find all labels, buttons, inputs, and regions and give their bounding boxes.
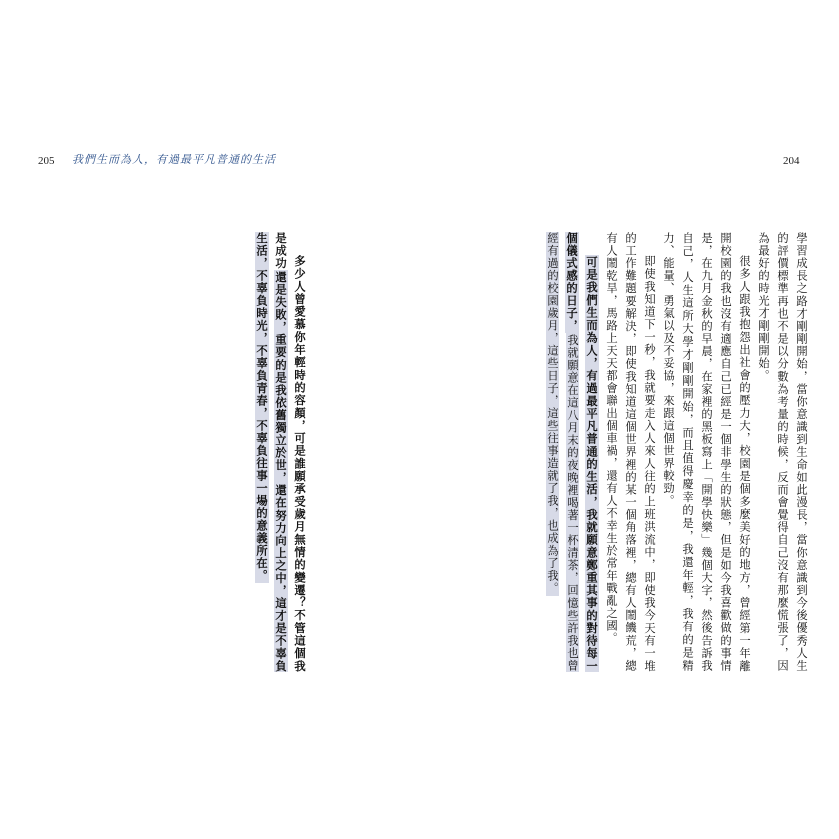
paragraph: 即使我知道下一秒，我就要走入人來人往的上班洪流中，即使我今天有一堆的工作難題要解決，即使我知道這個世界裡的某一個角落裡，總有人鬧饑荒，總有人鬧乾旱，馬路上天天都會聯出個車禍，還有人不幸生於常年戰亂之國。 xyxy=(605,232,656,672)
closing-highlight: 還是失敗，重要的是我依舊獨立於世，還在努力向上之中，這才是不辜負生活，不辜負時光，不辜負青春，不辜負往事一場的意義所在。 xyxy=(255,232,288,673)
closing-paragraph xyxy=(252,232,309,672)
left-page-number: 205 xyxy=(38,155,55,167)
highlighted-paragraph xyxy=(543,232,602,672)
paragraph: 學習成長之路才剛剛開始，當你意識到生命如此漫長，當你意識到今後優秀人生的評價標準再也不是以分數為考量的時候，反而會覺得自己沒有那麼慌張了，因為最好的時光才剛剛開始。 xyxy=(757,232,808,672)
right-page-body xyxy=(543,232,811,672)
running-head: 我們生而為人，有過最平凡普通的生活 xyxy=(72,153,276,166)
highlight-tail: 我就願意在這八月末的夜晚裡喝著一杯清茶，回憶些許我也曾經有過的校園歲月，這些日子，這些往事造就了我，也成為了我。 xyxy=(546,232,579,673)
highlight-lead: 可是我們生而為人，有過最平凡普通的生活，我就願意鄭重其事的對待每一個儀式感的日子， xyxy=(565,232,599,672)
left-page-body xyxy=(252,232,309,672)
closing-plain: 多少人曾愛慕你年輕時的容顏，可是誰願承受歲月無情的變遷？不管這個我是成功 xyxy=(274,232,307,672)
right-page-number: 204 xyxy=(783,155,800,167)
paragraph: 很多人跟我抱怨出社會的壓力大，校園是個多麼美好的地方，曾經第一年離開校園的我也沒有適應自己已經是一個非學生的狀態，但是如今我喜歡做的事情是，在九月金秋的早晨，在家裡的黑板寫上「開學快樂」幾個大字，然後告訴我自己，人生這所大學才剛剛開始，而且值得慶幸的是，我還年輕，我有的是精力、能量、勇氣以及不妥協，來跟這個世界較勁。 xyxy=(662,232,751,672)
